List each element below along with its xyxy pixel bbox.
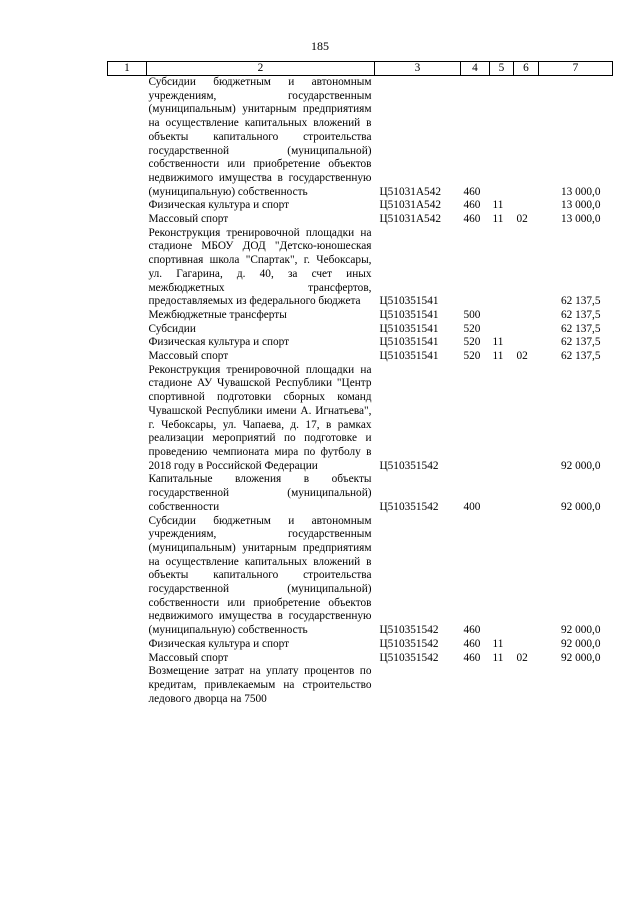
table-row xyxy=(108,638,613,652)
row-number-cell xyxy=(108,336,147,350)
subsection-cell: 02 xyxy=(516,350,528,363)
row-number-cell xyxy=(108,76,147,200)
row-name-cell: Субсидии бюджетным и автономным учреждениям, государственным (муниципальным) унитарным предприятиям на осуществление капитальных вложений в объекты капитального строительства государственной (муниципальной) собственности или приобретение объектов недвижимого имущества в государственную (муниципальную) собственность xyxy=(148,76,372,198)
subsection-cell xyxy=(514,227,539,309)
row-name-cell: Массовый спорт xyxy=(148,651,229,664)
target-code-cell xyxy=(375,665,461,706)
column-header: 5 xyxy=(490,62,514,76)
row-number-cell xyxy=(108,350,147,364)
table-row xyxy=(108,350,613,364)
expense-type-cell: 460 xyxy=(463,651,481,664)
subsection-cell xyxy=(514,199,539,213)
target-code-cell: Ц510351541 xyxy=(379,336,439,349)
section-cell xyxy=(490,665,514,706)
amount-cell: 62 137,5 xyxy=(560,336,601,349)
section-cell: 11 xyxy=(492,199,504,212)
amount-cell: 92 000,0 xyxy=(560,624,601,637)
amount-cell: 13 000,0 xyxy=(560,185,601,198)
section-cell: 11 xyxy=(492,350,504,363)
table-row xyxy=(108,515,613,638)
row-name-cell: Капитальные вложения в объекты государственной (муниципальной) собственности xyxy=(148,473,372,513)
expense-type-cell xyxy=(461,364,490,474)
subsection-cell xyxy=(514,638,539,652)
table-row xyxy=(108,227,613,309)
amount-cell: 62 137,5 xyxy=(560,350,601,363)
section-cell xyxy=(490,227,514,309)
amount-cell: 13 000,0 xyxy=(560,213,601,226)
expense-type-cell: 460 xyxy=(463,185,481,198)
row-number-cell xyxy=(108,473,147,514)
target-code-cell: Ц510351541 xyxy=(379,350,439,363)
column-header: 7 xyxy=(539,62,613,76)
amount-cell: 92 000,0 xyxy=(560,459,601,472)
page-number: 185 xyxy=(311,39,329,53)
row-name-cell: Межбюджетные трансферты xyxy=(148,308,287,321)
target-code-cell: Ц510351542 xyxy=(379,624,439,637)
table-row xyxy=(108,473,613,514)
table-row xyxy=(108,309,613,323)
target-code-cell: Ц510351542 xyxy=(379,459,439,472)
row-name-cell: Субсидии бюджетным и автономным учреждениям, государственным (муниципальным) унитарным предприятиям на осуществление капитальных вложений в объекты капитального строительства государственной (муниципальной) собственности или приобретение объектов недвижимого имущества в государственную (муниципальную) собственность xyxy=(148,514,372,637)
table-row xyxy=(108,213,613,227)
expense-type-cell: 460 xyxy=(463,637,481,650)
row-number-cell xyxy=(108,638,147,652)
amount-cell xyxy=(539,665,613,706)
subsection-cell: 02 xyxy=(516,213,528,226)
table-row xyxy=(108,364,613,474)
expense-type-cell: 460 xyxy=(463,199,481,212)
row-name-cell: Субсидии xyxy=(148,322,196,335)
amount-cell: 62 137,5 xyxy=(560,308,601,321)
section-cell: 11 xyxy=(492,637,504,650)
row-name-cell: Возмещение затрат на уплату процентов по кредитам, привлекаемым на строительство ледового дворца на 7500 xyxy=(148,665,372,705)
expense-type-cell: 520 xyxy=(463,350,481,363)
amount-cell: 92 000,0 xyxy=(560,500,601,513)
subsection-cell xyxy=(514,515,539,638)
amount-cell: 13 000,0 xyxy=(560,199,601,212)
table-row xyxy=(108,336,613,350)
section-cell: 11 xyxy=(492,651,504,664)
row-name-cell: Реконструкция тренировочной площадки на стадионе МБОУ ДОД "Детско-юношеская спортивная школа "Спартак", г. Чебоксары, ул. Гагарина, д. 40, за счет иных межбюджетных трансфертов, предоставляемых из федерального бюджета xyxy=(148,226,372,308)
row-name-cell: Физическая культура и спорт xyxy=(148,199,290,212)
amount-cell: 62 137,5 xyxy=(560,322,601,335)
target-code-cell: Ц51031А542 xyxy=(379,185,442,198)
target-code-cell: Ц510351541 xyxy=(379,295,439,308)
expense-type-cell xyxy=(461,227,490,309)
table-row xyxy=(108,665,613,706)
subsection-cell xyxy=(514,76,539,200)
section-cell xyxy=(490,364,514,474)
subsection-cell xyxy=(514,309,539,323)
section-cell xyxy=(490,76,514,200)
column-header: 4 xyxy=(461,62,490,76)
row-number-cell xyxy=(108,323,147,337)
row-number-cell xyxy=(108,515,147,638)
target-code-cell: Ц510351542 xyxy=(379,500,439,513)
expense-type-cell: 520 xyxy=(463,336,481,349)
expense-type-cell: 400 xyxy=(463,500,481,513)
column-header: 6 xyxy=(514,62,539,76)
budget-table xyxy=(107,61,613,706)
section-cell xyxy=(490,515,514,638)
table-row xyxy=(108,652,613,666)
expense-type-cell: 460 xyxy=(463,624,481,637)
row-number-cell xyxy=(108,309,147,323)
subsection-cell xyxy=(514,473,539,514)
section-cell xyxy=(490,473,514,514)
expense-type-cell: 500 xyxy=(463,308,481,321)
subsection-cell xyxy=(514,336,539,350)
table-row xyxy=(108,323,613,337)
row-number-cell xyxy=(108,665,147,706)
row-name-cell: Массовый спорт xyxy=(148,213,229,226)
expense-type-cell: 520 xyxy=(463,322,481,335)
target-code-cell: Ц51031А542 xyxy=(379,199,442,212)
row-name-cell: Физическая культура и спорт xyxy=(148,637,290,650)
row-number-cell xyxy=(108,213,147,227)
amount-cell: 62 137,5 xyxy=(560,295,601,308)
target-code-cell: Ц510351542 xyxy=(379,651,439,664)
section-cell: 11 xyxy=(492,213,504,226)
row-name-cell: Реконструкция тренировочной площадки на стадионе АУ Чувашской Республики "Центр спортивной подготовки сборных команд Чувашской Республики имени А. Игнатьева", г. Чебоксары, ул. Чапаева, д. 17, в рамках реализации мероприятий по подготовке и проведению чемпионата мира по футболу в 2018 году в Российской Федерации xyxy=(148,363,372,472)
row-name-cell: Физическая культура и спорт xyxy=(148,336,290,349)
row-number-cell xyxy=(108,652,147,666)
subsection-cell xyxy=(514,323,539,337)
row-number-cell xyxy=(108,364,147,474)
row-number-cell xyxy=(108,227,147,309)
expense-type-cell: 460 xyxy=(463,213,481,226)
subsection-cell: 02 xyxy=(516,651,528,664)
target-code-cell: Ц510351541 xyxy=(379,308,439,321)
expense-type-cell xyxy=(461,665,490,706)
column-number-row xyxy=(108,62,613,76)
target-code-cell: Ц510351542 xyxy=(379,637,439,650)
amount-cell: 92 000,0 xyxy=(560,651,601,664)
target-code-cell: Ц510351541 xyxy=(379,322,439,335)
row-name-cell: Массовый спорт xyxy=(148,350,229,363)
table-row xyxy=(108,76,613,200)
subsection-cell xyxy=(514,665,539,706)
section-cell xyxy=(490,323,514,337)
row-number-cell xyxy=(108,199,147,213)
target-code-cell: Ц51031А542 xyxy=(379,213,442,226)
section-cell: 11 xyxy=(492,336,504,349)
column-header: 3 xyxy=(375,62,461,76)
section-cell xyxy=(490,309,514,323)
amount-cell: 92 000,0 xyxy=(560,637,601,650)
table-row xyxy=(108,199,613,213)
column-header: 1 xyxy=(108,62,147,76)
subsection-cell xyxy=(514,364,539,474)
column-header: 2 xyxy=(147,62,375,76)
